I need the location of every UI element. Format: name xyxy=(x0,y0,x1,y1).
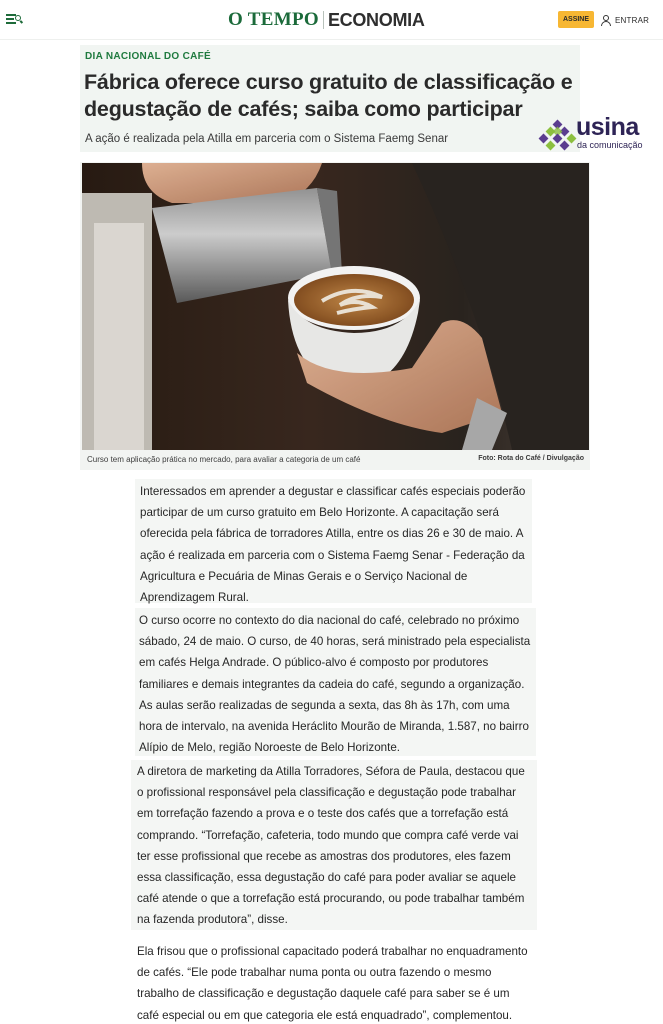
article-header xyxy=(80,45,580,152)
brand-divider xyxy=(323,11,324,29)
article-subhead: A ação é realizada pela Atilla em parceria com o Sistema Faemg Senar xyxy=(85,133,449,145)
article-headline: Fábrica oferece curso gratuito de classificação e degustação de cafés; saiba como participar xyxy=(84,70,573,121)
image-credit: Foto: Rota do Café / Divulgação xyxy=(478,455,584,462)
ad-name: usina xyxy=(576,113,639,141)
ad-tagline: da comunicação xyxy=(577,140,643,150)
top-bar xyxy=(0,0,663,40)
article-paragraph-1: Interessados em aprender a degustar e classificar cafés especiais poderão participar de um curso gratuito em Belo Horizonte. A capacitação será oferecida pela fábrica de torradores Atilla, entre os dias 26 e 30 de maio. A ação é realizada em parceria com o Sistema Faemg Senar - Federação da Agricultura e Pecuária de Minas Gerais e o Serviço Nacional de Aprendizagem Rural. xyxy=(135,479,532,603)
section-name[interactable]: ECONOMIA xyxy=(327,9,425,30)
login-label: ENTRAR xyxy=(615,15,650,25)
site-logo[interactable] xyxy=(228,9,425,31)
article-kicker[interactable]: DIA NACIONAL DO CAFÉ xyxy=(85,51,211,62)
article-paragraph-4: Ela frisou que o profissional capacitado poderá trabalhar no enquadramento de cafés. “Ele pode trabalhar numa ponta ou outra fazendo o mesmo trabalho de classificação e degustação daquele café para saber se é um café especial ou em que categoria ele está enquadrado”, complementou. xyxy=(131,938,537,1024)
article-paragraph-3: A diretora de marketing da Atilla Torradores, Séfora de Paula, destacou que o profissional responsável pela classificação e degustação pode trabalhar em torrefação fazendo a prova e o teste dos cafés que a torrefação está comprando. “Torrefação, cafeteria, todo mundo que compra café verde vai ter esse profissional que recebe as amostras dos produtores, eles fazem essa classificação, essa degustação do café para poder avaliar se aquele café atende o que a torrefação está procurando, ou pode trabalhar também na fazenda produtora”, disse. xyxy=(131,760,537,930)
user-icon xyxy=(601,15,611,26)
login-button[interactable] xyxy=(601,13,649,27)
article-figure xyxy=(80,162,590,470)
menu-search-icon[interactable] xyxy=(6,12,22,26)
subscribe-button[interactable]: ASSINE xyxy=(558,11,594,28)
coffee-photo[interactable] xyxy=(82,163,589,450)
article-paragraph-2: O curso ocorre no contexto do dia nacional do café, celebrado no próximo sábado, 24 de maio. O curso, de 40 horas, será ministrado pela especialista em cafés Helga Andrade. O público-alvo é composto por produtores familiares e demais integrantes da cadeia do café, segundo a organização. As aulas serão realizadas de segunda a sexta, das 8h às 17h, com uma hora de intervalo, na avenida Heráclito Mourão de Miranda, 1.587, no bairro Alípio de Melo, região Noroeste de Belo Horizonte. xyxy=(135,608,536,756)
usina-mark-icon xyxy=(544,121,572,149)
image-caption: Curso tem aplicação prática no mercado, para avaliar a categoria de um café xyxy=(87,455,361,464)
brand-name[interactable]: O TEMPO xyxy=(228,9,319,30)
ad-usina-logo[interactable] xyxy=(542,113,660,152)
